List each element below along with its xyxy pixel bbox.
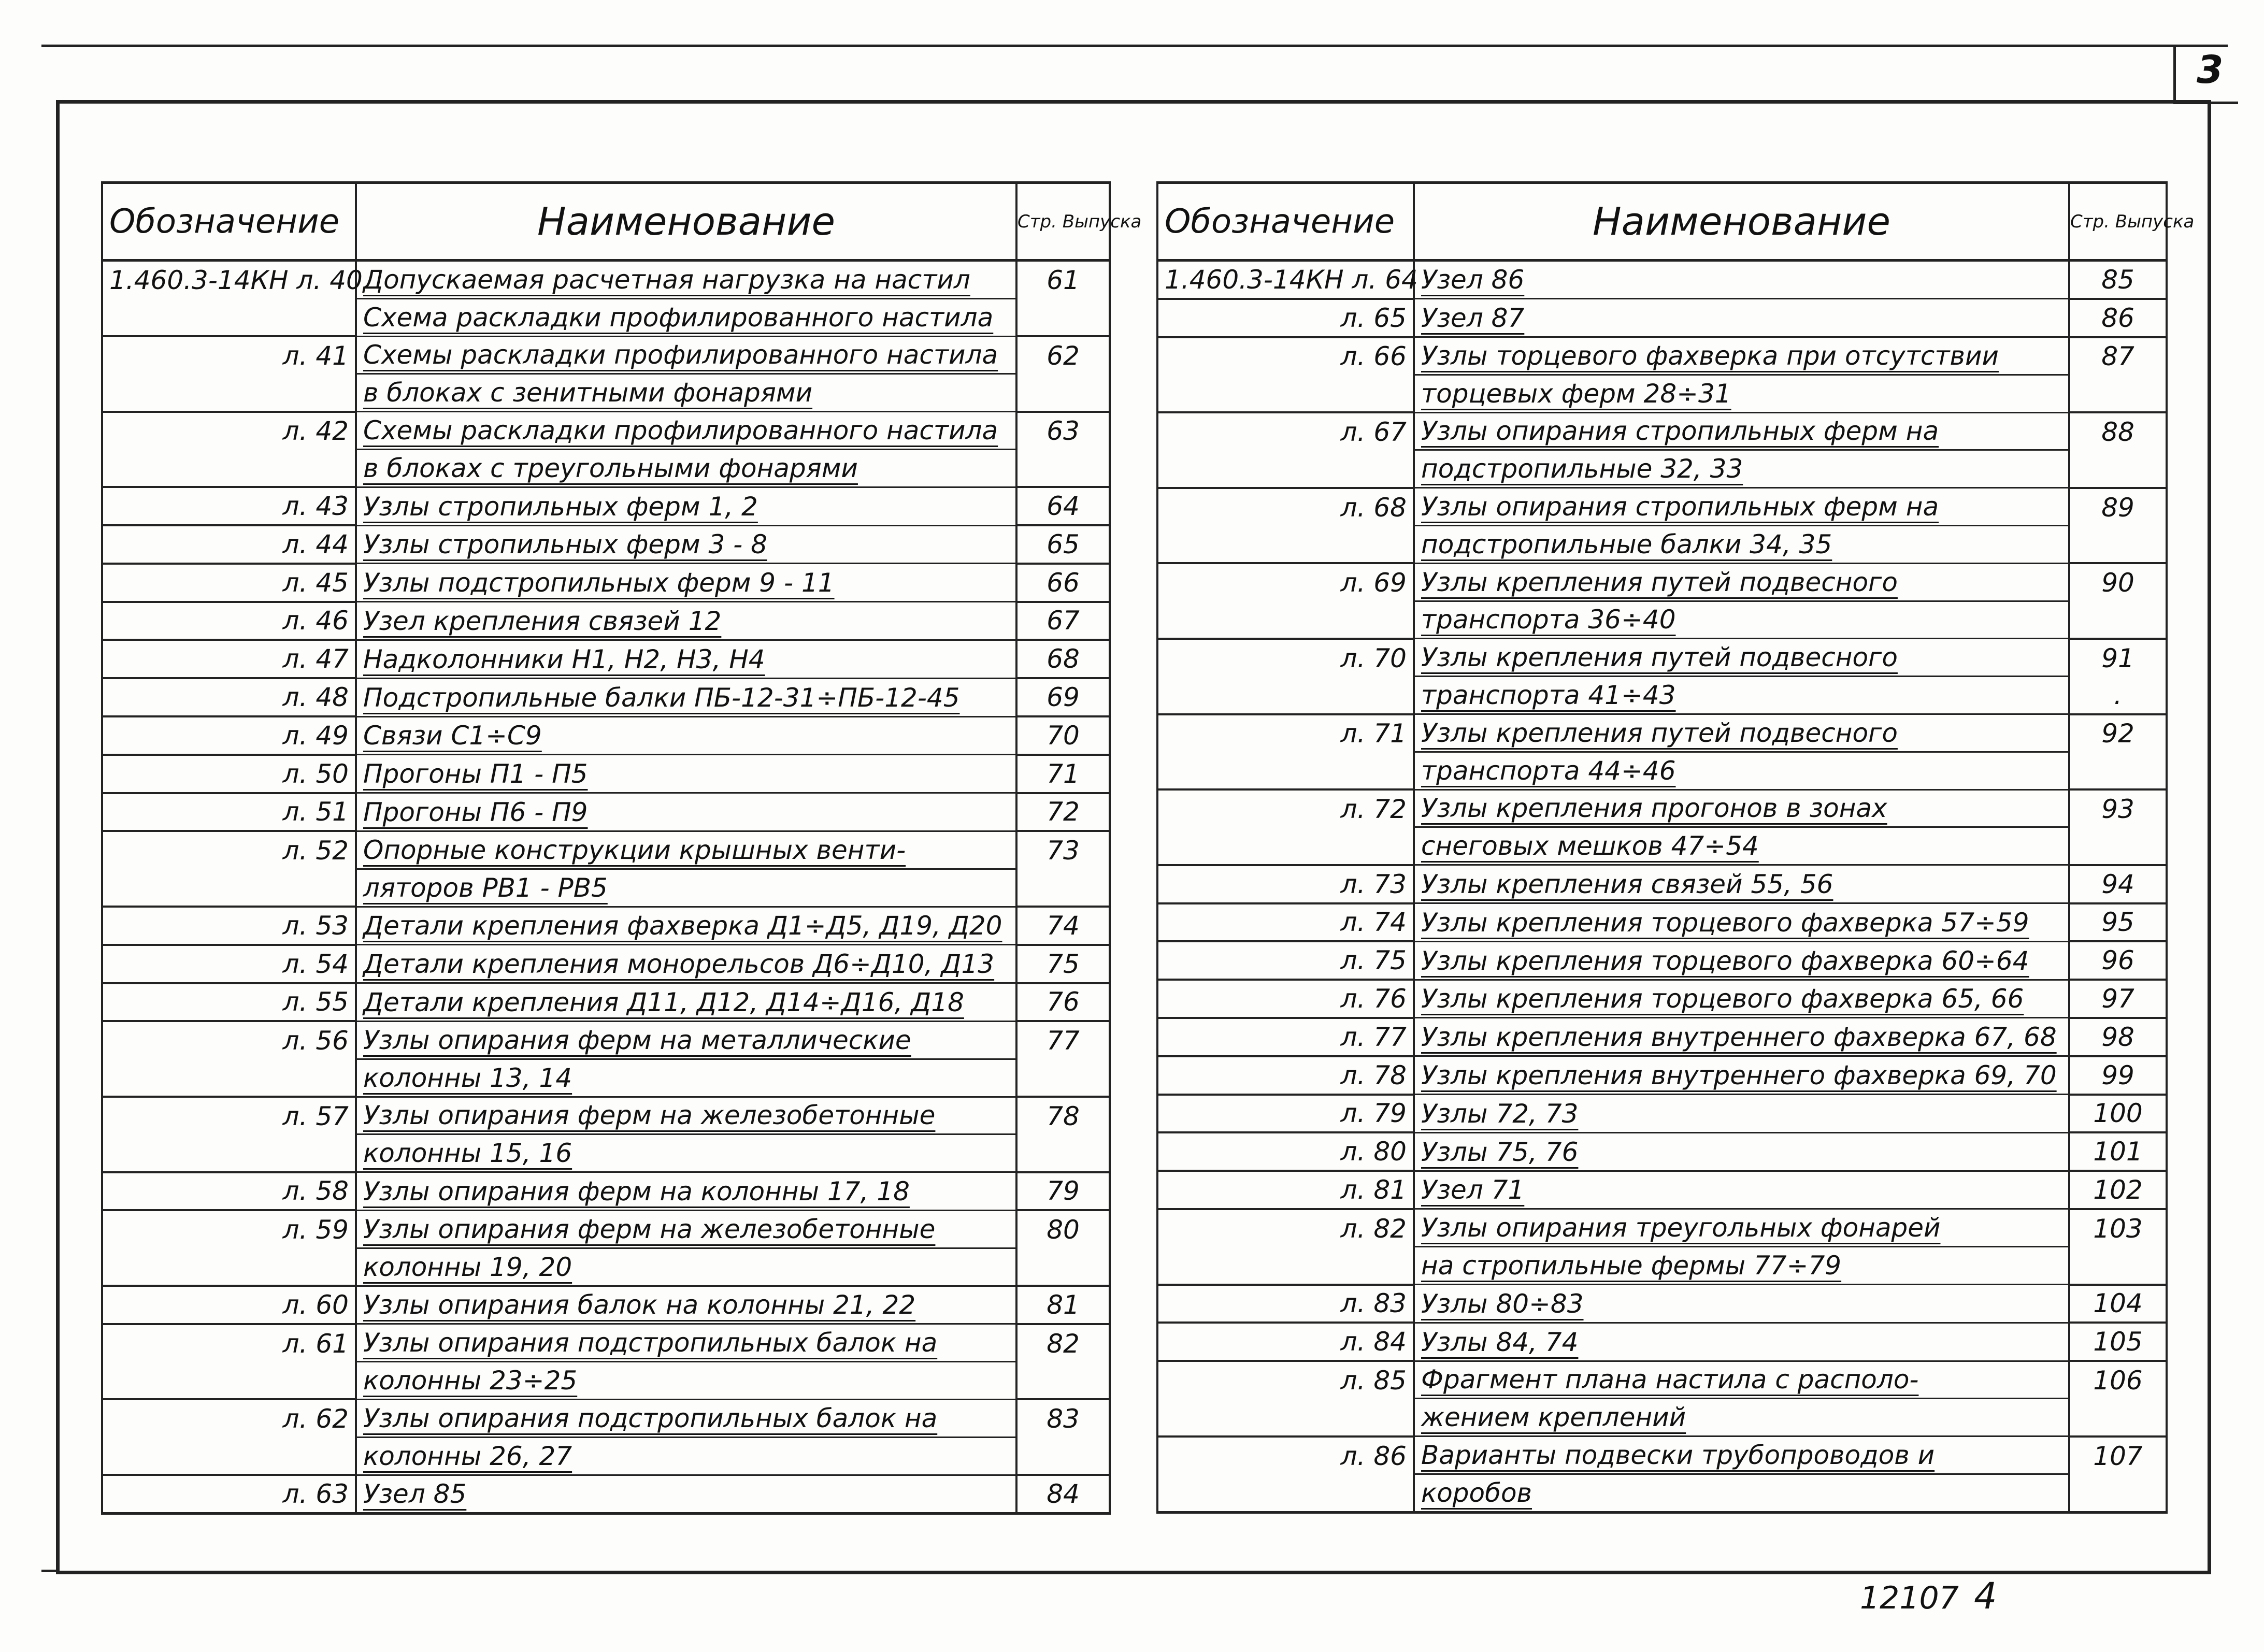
page-cell: 103 bbox=[2069, 1209, 2167, 1247]
table-row bbox=[102, 525, 1110, 564]
name-cell: Надколонники Н1, Н2, Н3, Н4 bbox=[356, 640, 1016, 678]
name-cell: Узлы 72, 73 bbox=[1414, 1095, 2069, 1133]
name-cell: колонны 15, 16 bbox=[356, 1134, 1016, 1172]
table-row bbox=[1157, 299, 2167, 337]
designation-cell: л. 74 bbox=[1157, 903, 1414, 942]
page-cell bbox=[2069, 375, 2167, 412]
name-cell: Узлы опирания ферм на колонны 17, 18 bbox=[356, 1172, 1016, 1211]
page-cell: 96 bbox=[2069, 941, 2167, 980]
name-cell: Узлы торцевого фахверка при отсутствии bbox=[1414, 337, 2069, 375]
name-cell: Детали крепления Д11, Д12, Д14÷Д16, Д18 bbox=[356, 983, 1016, 1022]
table-row bbox=[1157, 601, 2167, 639]
name-cell: колонны 26, 27 bbox=[356, 1437, 1016, 1475]
designation-cell: л. 52 bbox=[102, 831, 356, 869]
name-cell: жением креплений bbox=[1414, 1399, 2069, 1436]
page-cell bbox=[1016, 1059, 1110, 1097]
designation-cell: л. 48 bbox=[102, 678, 356, 716]
designation-cell bbox=[1157, 1399, 1414, 1436]
table-row bbox=[102, 487, 1110, 525]
table-row bbox=[1157, 941, 2167, 980]
designation-cell bbox=[1157, 601, 1414, 639]
page-cell: 87 bbox=[2069, 337, 2167, 375]
page-cell: 75 bbox=[1016, 945, 1110, 983]
designation-cell: л. 75 bbox=[1157, 941, 1414, 980]
name-cell: транспорта 44÷46 bbox=[1414, 752, 2069, 789]
designation-cell: л. 65 bbox=[1157, 299, 1414, 337]
table-row bbox=[1157, 903, 2167, 942]
table-row bbox=[102, 1324, 1110, 1362]
name-cell: Схемы раскладки профилированного настила bbox=[356, 412, 1016, 450]
table-row bbox=[102, 1475, 1110, 1513]
page-cell: 69 bbox=[1016, 678, 1110, 716]
table-row bbox=[1157, 261, 2167, 299]
page-cell: 74 bbox=[1016, 907, 1110, 945]
name-cell: подстропильные 32, 33 bbox=[1414, 450, 2069, 488]
header-name: Наименование bbox=[356, 183, 1016, 261]
page-cell: 93 bbox=[2069, 789, 2167, 827]
designation-cell: л. 84 bbox=[1157, 1323, 1414, 1361]
table-row bbox=[102, 374, 1110, 412]
designation-cell: л. 67 bbox=[1157, 412, 1414, 450]
table-row bbox=[1157, 1171, 2167, 1209]
designation-cell: л. 60 bbox=[102, 1286, 356, 1324]
page-cell: 77 bbox=[1016, 1021, 1110, 1059]
name-cell: Узлы опирания балок на колонны 21, 22 bbox=[356, 1286, 1016, 1324]
name-cell: Узлы стропильных ферм 1, 2 bbox=[356, 487, 1016, 525]
page-cell: 68 bbox=[1016, 640, 1110, 678]
table-row bbox=[1157, 639, 2167, 677]
page-cell: 73 bbox=[1016, 831, 1110, 869]
designation-cell bbox=[102, 1059, 356, 1097]
name-cell: Фрагмент плана настила с располо- bbox=[1414, 1361, 2069, 1399]
table-row bbox=[1157, 1285, 2167, 1323]
designation-cell: л. 80 bbox=[1157, 1132, 1414, 1171]
designation-cell: л. 77 bbox=[1157, 1018, 1414, 1056]
page-cell: 97 bbox=[2069, 980, 2167, 1018]
name-cell: Узлы крепления прогонов в зонах bbox=[1414, 789, 2069, 827]
table-row bbox=[1157, 677, 2167, 714]
designation-cell bbox=[1157, 677, 1414, 714]
designation-cell: л. 63 bbox=[102, 1475, 356, 1513]
table-row bbox=[102, 1248, 1110, 1286]
page-cell bbox=[2069, 827, 2167, 865]
name-cell: транспорта 36÷40 bbox=[1414, 601, 2069, 639]
designation-cell: л. 54 bbox=[102, 945, 356, 983]
designation-cell: л. 56 bbox=[102, 1021, 356, 1059]
designation-cell: л. 51 bbox=[102, 793, 356, 831]
page-cell: 92 bbox=[2069, 714, 2167, 752]
designation-cell bbox=[102, 1134, 356, 1172]
page-cell: 90 bbox=[2069, 563, 2167, 601]
name-cell: Схема раскладки профилированного настила bbox=[356, 298, 1016, 336]
table-row bbox=[1157, 752, 2167, 789]
table-row bbox=[1157, 789, 2167, 827]
designation-cell: л. 79 bbox=[1157, 1095, 1414, 1133]
footer-code: 12107 bbox=[1860, 1580, 1959, 1616]
table-row bbox=[1157, 450, 2167, 488]
table-row bbox=[1157, 865, 2167, 903]
table-row bbox=[102, 1399, 1110, 1437]
name-cell: колонны 13, 14 bbox=[356, 1059, 1016, 1097]
table-row bbox=[1157, 1474, 2167, 1513]
designation-cell: л. 55 bbox=[102, 983, 356, 1022]
table-row bbox=[102, 1437, 1110, 1475]
table-row bbox=[102, 261, 1110, 299]
footer-sheet: 4 bbox=[1974, 1575, 1997, 1617]
designation-cell bbox=[1157, 450, 1414, 488]
designation-cell: л. 71 bbox=[1157, 714, 1414, 752]
name-cell: Узлы крепления путей подвесного bbox=[1414, 563, 2069, 601]
name-cell: Допускаемая расчетная нагрузка на настил bbox=[356, 261, 1016, 299]
name-cell: подстропильные балки 34, 35 bbox=[1414, 526, 2069, 564]
contents-table-left bbox=[101, 181, 1142, 1515]
page-cell bbox=[2069, 1247, 2167, 1285]
top-rule bbox=[41, 45, 2228, 47]
table-row bbox=[102, 793, 1110, 831]
page-cell: 78 bbox=[1016, 1097, 1110, 1134]
table-row bbox=[1157, 563, 2167, 601]
table-row bbox=[1157, 980, 2167, 1018]
table-row bbox=[1157, 714, 2167, 752]
page-cell: 100 bbox=[2069, 1095, 2167, 1133]
page-cell: 95 bbox=[2069, 903, 2167, 942]
page-cell: 70 bbox=[1016, 716, 1110, 755]
designation-cell: л. 42 bbox=[102, 412, 356, 450]
name-cell: Узлы крепления внутреннего фахверка 67, 68 bbox=[1414, 1018, 2069, 1056]
name-cell: Детали крепления фахверка Д1÷Д5, Д19, Д20 bbox=[356, 907, 1016, 945]
name-cell: Узлы крепления торцевого фахверка 57÷59 bbox=[1414, 903, 2069, 942]
name-cell: Прогоны П1 - П5 bbox=[356, 755, 1016, 793]
designation-cell bbox=[1157, 827, 1414, 865]
name-cell: Узлы опирания подстропильных балок на bbox=[356, 1324, 1016, 1362]
table-row bbox=[1157, 1209, 2167, 1247]
table-row bbox=[102, 755, 1110, 793]
name-cell: Узел 87 bbox=[1414, 299, 2069, 337]
table-row bbox=[1157, 526, 2167, 564]
designation-cell bbox=[102, 374, 356, 412]
page-cell: 83 bbox=[1016, 1399, 1110, 1437]
contents-table-right bbox=[1156, 181, 2195, 1514]
table-row bbox=[102, 298, 1110, 336]
page-cell bbox=[1016, 449, 1110, 487]
table-row bbox=[102, 1210, 1110, 1248]
page-cell: 80 bbox=[1016, 1210, 1110, 1248]
page-cell bbox=[2069, 752, 2167, 789]
designation-cell: л. 49 bbox=[102, 716, 356, 755]
designation-cell: л. 83 bbox=[1157, 1285, 1414, 1323]
page-cell: 85 bbox=[2069, 261, 2167, 299]
page-cell bbox=[1016, 374, 1110, 412]
table-row bbox=[102, 831, 1110, 869]
designation-cell: л. 53 bbox=[102, 907, 356, 945]
designation-cell: л. 57 bbox=[102, 1097, 356, 1134]
designation-cell: л. 58 bbox=[102, 1172, 356, 1211]
designation-cell: л. 69 bbox=[1157, 563, 1414, 601]
designation-cell bbox=[102, 1437, 356, 1475]
page-cell: 98 bbox=[2069, 1018, 2167, 1056]
designation-cell bbox=[1157, 375, 1414, 412]
name-cell: снеговых мешков 47÷54 bbox=[1414, 827, 2069, 865]
name-cell: торцевых ферм 28÷31 bbox=[1414, 375, 2069, 412]
table-row bbox=[1157, 1436, 2167, 1474]
designation-cell: л. 78 bbox=[1157, 1056, 1414, 1095]
table-row bbox=[102, 1286, 1110, 1324]
page-cell: 66 bbox=[1016, 564, 1110, 602]
page-cell: 81 bbox=[1016, 1286, 1110, 1324]
designation-cell: л. 47 bbox=[102, 640, 356, 678]
designation-cell: 1.460.3-14КН л. 40 bbox=[102, 261, 356, 299]
designation-cell bbox=[102, 298, 356, 336]
table-row bbox=[1157, 827, 2167, 865]
designation-cell bbox=[1157, 752, 1414, 789]
frame-tick bbox=[41, 1570, 56, 1572]
page-cell: 67 bbox=[1016, 602, 1110, 640]
page-number: 3 bbox=[2197, 48, 2224, 92]
name-cell: Узел крепления связей 12 bbox=[356, 602, 1016, 640]
designation-cell: л. 73 bbox=[1157, 865, 1414, 903]
name-cell: Узлы крепления торцевого фахверка 65, 66 bbox=[1414, 980, 2069, 1018]
page-cell bbox=[1016, 1437, 1110, 1475]
name-cell: на стропильные фермы 77÷79 bbox=[1414, 1247, 2069, 1285]
page-cell: 61 bbox=[1016, 261, 1110, 299]
designation-cell: л. 59 bbox=[102, 1210, 356, 1248]
designation-cell: л. 86 bbox=[1157, 1436, 1414, 1474]
page-cell: 107 bbox=[2069, 1436, 2167, 1474]
designation-cell: л. 70 bbox=[1157, 639, 1414, 677]
header-designation: Обозначение bbox=[1157, 183, 1414, 261]
page-cell: 64 bbox=[1016, 487, 1110, 525]
page-cell: . bbox=[2069, 677, 2167, 714]
table-row bbox=[102, 1362, 1110, 1400]
designation-cell bbox=[1157, 1474, 1414, 1513]
name-cell: Узел 71 bbox=[1414, 1171, 2069, 1209]
table-row bbox=[102, 640, 1110, 678]
page-cell bbox=[2069, 450, 2167, 488]
designation-cell: л. 66 bbox=[1157, 337, 1414, 375]
header-page: Стр. Выпуска bbox=[2069, 183, 2167, 261]
designation-cell: л. 44 bbox=[102, 525, 356, 564]
table-row bbox=[1157, 1247, 2167, 1285]
name-cell: колонны 19, 20 bbox=[356, 1248, 1016, 1286]
name-cell: Узел 86 bbox=[1414, 261, 2069, 299]
table-row bbox=[102, 602, 1110, 640]
header-page: Стр. Выпуска bbox=[1016, 183, 1110, 261]
table-row bbox=[1157, 1018, 2167, 1056]
page-cell: 72 bbox=[1016, 793, 1110, 831]
designation-cell: л. 45 bbox=[102, 564, 356, 602]
designation-cell bbox=[1157, 526, 1414, 564]
table-row bbox=[1157, 412, 2167, 450]
page-cell bbox=[1016, 1362, 1110, 1400]
table-row bbox=[1157, 488, 2167, 526]
designation-cell bbox=[102, 449, 356, 487]
name-cell: Узлы опирания стропильных ферм на bbox=[1414, 412, 2069, 450]
table-row bbox=[1157, 1132, 2167, 1171]
page-cell: 62 bbox=[1016, 336, 1110, 374]
page-cell: 88 bbox=[2069, 412, 2167, 450]
page-cell bbox=[2069, 601, 2167, 639]
designation-cell: л. 82 bbox=[1157, 1209, 1414, 1247]
name-cell: транспорта 41÷43 bbox=[1414, 677, 2069, 714]
table-row bbox=[1157, 375, 2167, 412]
designation-cell: л. 76 bbox=[1157, 980, 1414, 1018]
name-cell: Узлы опирания ферм на металлические bbox=[356, 1021, 1016, 1059]
page-cell: 91 bbox=[2069, 639, 2167, 677]
name-cell: Узлы крепления внутреннего фахверка 69, 70 bbox=[1414, 1056, 2069, 1095]
table-row bbox=[1157, 1095, 2167, 1133]
name-cell: Опорные конструкции крышных венти- bbox=[356, 831, 1016, 869]
page-cell: 76 bbox=[1016, 983, 1110, 1022]
designation-cell bbox=[102, 1248, 356, 1286]
name-cell: Узлы опирания ферм на железобетонные bbox=[356, 1097, 1016, 1134]
table-row bbox=[102, 869, 1110, 907]
designation-cell: 1.460.3-14КН л. 64 bbox=[1157, 261, 1414, 299]
table-row bbox=[102, 716, 1110, 755]
name-cell: Варианты подвески трубопроводов и bbox=[1414, 1436, 2069, 1474]
designation-cell: л. 81 bbox=[1157, 1171, 1414, 1209]
designation-cell bbox=[102, 1362, 356, 1400]
table-row bbox=[102, 1097, 1110, 1134]
table-row bbox=[102, 564, 1110, 602]
designation-cell: л. 85 bbox=[1157, 1361, 1414, 1399]
table-row bbox=[1157, 337, 2167, 375]
table-row bbox=[102, 1021, 1110, 1059]
name-cell: Узел 85 bbox=[356, 1475, 1016, 1513]
page-cell: 101 bbox=[2069, 1132, 2167, 1171]
table-row bbox=[102, 412, 1110, 450]
page-cell: 65 bbox=[1016, 525, 1110, 564]
page-cell: 105 bbox=[2069, 1323, 2167, 1361]
name-cell: колонны 23÷25 bbox=[356, 1362, 1016, 1400]
page-cell: 86 bbox=[2069, 299, 2167, 337]
designation-cell: л. 46 bbox=[102, 602, 356, 640]
name-cell: ляторов РВ1 - РВ5 bbox=[356, 869, 1016, 907]
designation-cell: л. 41 bbox=[102, 336, 356, 374]
page-cell bbox=[2069, 1474, 2167, 1513]
page-cell: 99 bbox=[2069, 1056, 2167, 1095]
name-cell: Узлы крепления путей подвесного bbox=[1414, 714, 2069, 752]
table-row bbox=[102, 336, 1110, 374]
name-cell: Узлы крепления связей 55, 56 bbox=[1414, 865, 2069, 903]
page-cell: 79 bbox=[1016, 1172, 1110, 1211]
designation-cell: л. 62 bbox=[102, 1399, 356, 1437]
name-cell: Узлы 75, 76 bbox=[1414, 1132, 2069, 1171]
table-row bbox=[102, 1059, 1110, 1097]
table-row bbox=[102, 983, 1110, 1022]
name-cell: Узлы опирания треугольных фонарей bbox=[1414, 1209, 2069, 1247]
table-row bbox=[1157, 1056, 2167, 1095]
page-cell bbox=[2069, 526, 2167, 564]
page-cell bbox=[1016, 1134, 1110, 1172]
header-designation: Обозначение bbox=[102, 183, 356, 261]
name-cell: Узлы подстропильных ферм 9 - 11 bbox=[356, 564, 1016, 602]
page-cell: 82 bbox=[1016, 1324, 1110, 1362]
table-row bbox=[1157, 1361, 2167, 1399]
name-cell: Подстропильные балки ПБ-12-31÷ПБ-12-45 bbox=[356, 678, 1016, 716]
designation-cell: л. 43 bbox=[102, 487, 356, 525]
designation-cell bbox=[1157, 1247, 1414, 1285]
page-cell: 102 bbox=[2069, 1171, 2167, 1209]
page-cell bbox=[2069, 1399, 2167, 1436]
page-cell: 94 bbox=[2069, 865, 2167, 903]
page-cell: 106 bbox=[2069, 1361, 2167, 1399]
designation-cell bbox=[102, 869, 356, 907]
name-cell: Узлы опирания ферм на железобетонные bbox=[356, 1210, 1016, 1248]
name-cell: Схемы раскладки профилированного настила bbox=[356, 336, 1016, 374]
page-cell: 71 bbox=[1016, 755, 1110, 793]
designation-cell: л. 72 bbox=[1157, 789, 1414, 827]
name-cell: Узлы опирания подстропильных балок на bbox=[356, 1399, 1016, 1437]
name-cell: Узлы крепления путей подвесного bbox=[1414, 639, 2069, 677]
name-cell: коробов bbox=[1414, 1474, 2069, 1513]
table-row bbox=[102, 678, 1110, 716]
name-cell: в блоках с зенитными фонарями bbox=[356, 374, 1016, 412]
page-cell: 89 bbox=[2069, 488, 2167, 526]
name-cell: Детали крепления монорельсов Д6÷Д10, Д13 bbox=[356, 945, 1016, 983]
name-cell: Связи С1÷С9 bbox=[356, 716, 1016, 755]
page-cell bbox=[1016, 1248, 1110, 1286]
designation-cell: л. 61 bbox=[102, 1324, 356, 1362]
name-cell: Узлы 80÷83 bbox=[1414, 1285, 2069, 1323]
table-row bbox=[1157, 1399, 2167, 1436]
name-cell: Узлы стропильных ферм 3 - 8 bbox=[356, 525, 1016, 564]
header-name: Наименование bbox=[1414, 183, 2069, 261]
table-row bbox=[1157, 1323, 2167, 1361]
name-cell: Узлы опирания стропильных ферм на bbox=[1414, 488, 2069, 526]
table-row bbox=[102, 907, 1110, 945]
page-cell: 104 bbox=[2069, 1285, 2167, 1323]
table-row bbox=[102, 449, 1110, 487]
page-cell: 63 bbox=[1016, 412, 1110, 450]
page-cell: 84 bbox=[1016, 1475, 1110, 1513]
name-cell: Узлы 84, 74 bbox=[1414, 1323, 2069, 1361]
table-row bbox=[102, 1134, 1110, 1172]
page-cell bbox=[1016, 298, 1110, 336]
name-cell: в блоках с треугольными фонарями bbox=[356, 449, 1016, 487]
name-cell: Прогоны П6 - П9 bbox=[356, 793, 1016, 831]
page-cell bbox=[1016, 869, 1110, 907]
designation-cell: л. 50 bbox=[102, 755, 356, 793]
table-row bbox=[102, 1172, 1110, 1211]
table-row bbox=[102, 945, 1110, 983]
designation-cell: л. 68 bbox=[1157, 488, 1414, 526]
name-cell: Узлы крепления торцевого фахверка 60÷64 bbox=[1414, 941, 2069, 980]
